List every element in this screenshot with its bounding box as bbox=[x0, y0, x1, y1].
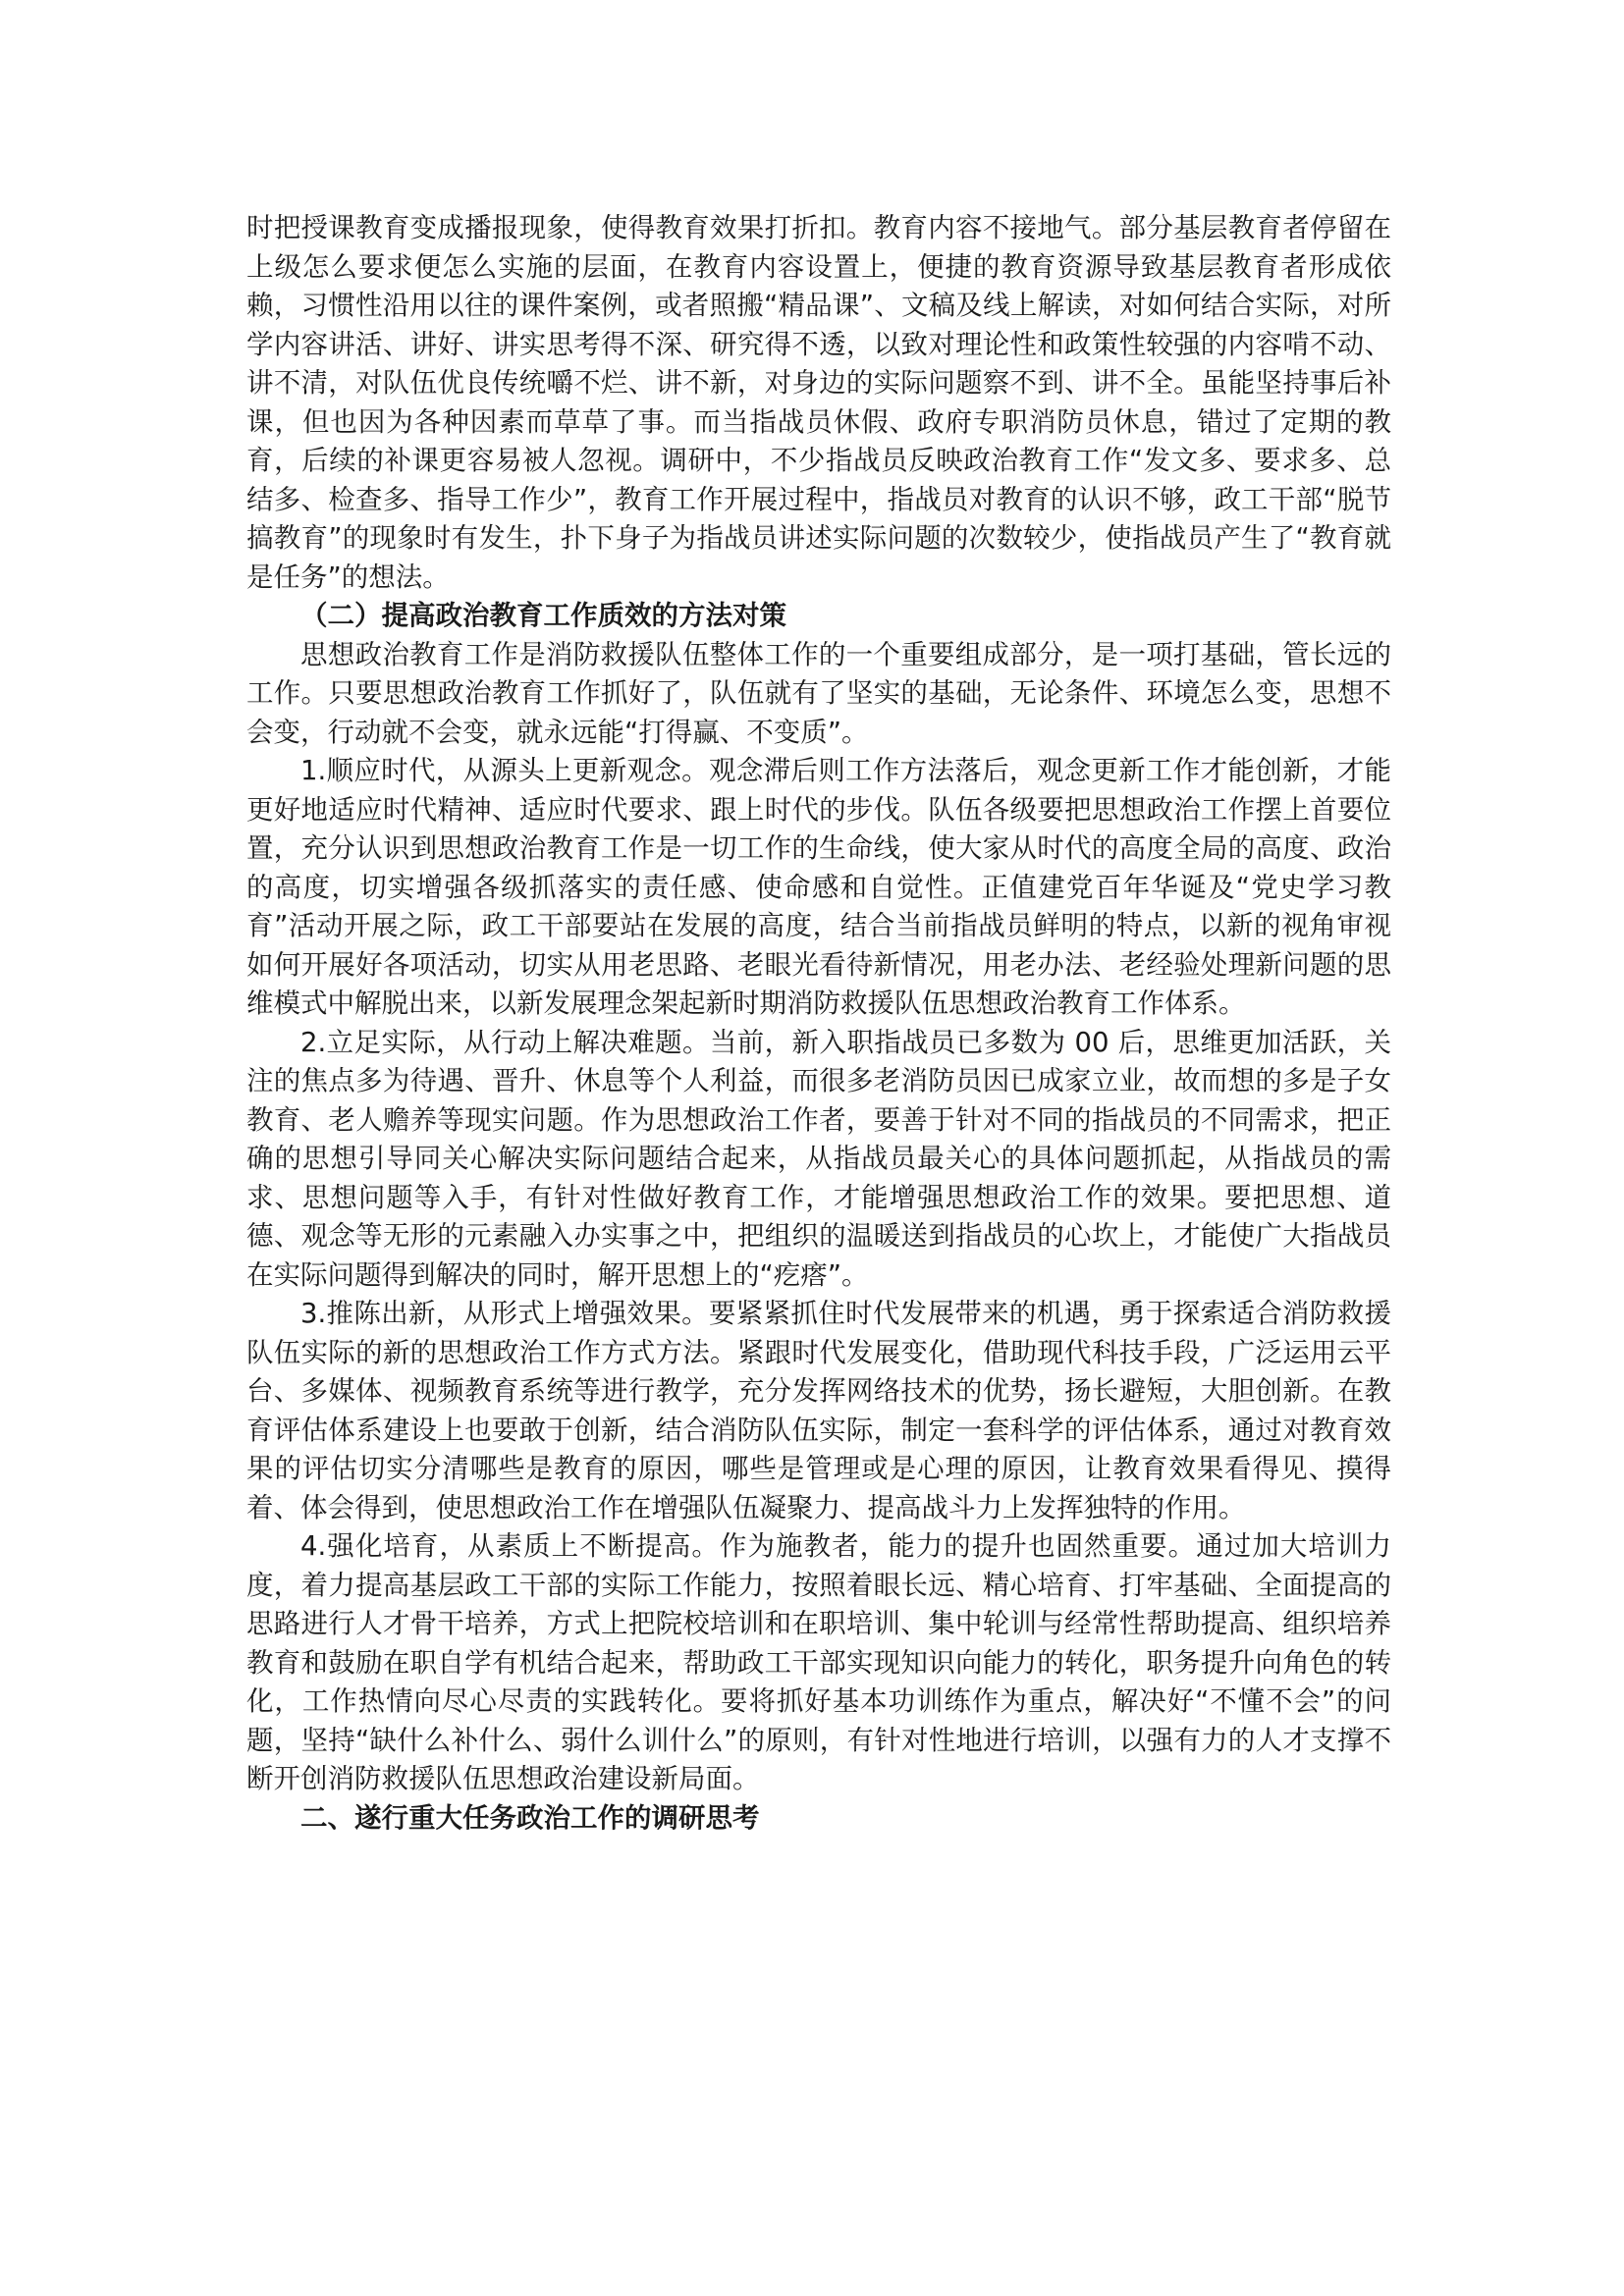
paragraph-intro: 思想政治教育工作是消防救援队伍整体工作的一个重要组成部分，是一项打基础，管长远的工作。只要思想政治教育工作抓好了，队伍就有了坚实的基础，无论条件、环境怎么变，思想不会变，行动就不会变，就永远能“打得赢、不变质”。 bbox=[246, 638, 1391, 748]
document-body bbox=[246, 209, 1391, 1838]
paragraph-point-1: 1.顺应时代，从源头上更新观念。观念滞后则工作方法落后，观念更新工作才能创新，才能更好地适应时代精神、适应时代要求、跟上时代的步伐。队伍各级要把思想政治工作摆上首要位置，充分认识到思想政治教育工作是一切工作的生命线，使大家从时代的高度全局的高度、政治的高度，切实增强各级抓落实的责任感、使命感和自觉性。正值建党百年华诞及“党史学习教育”活动开展之际，政工干部要站在发展的高度，结合当前指战员鲜明的特点，以新的视角审视如何开展好各项活动，切实从用老思路、老眼光看待新情况，用老办法、老经验处理新问题的思维模式中解脱出来，以新发展理念架起新时期消防救援队伍思想政治教育工作体系。 bbox=[246, 755, 1391, 1019]
section-heading-methods: （二）提高政治教育工作质效的方法对策 bbox=[300, 600, 786, 631]
paragraph-continuation: 时把授课教育变成播报现象，使得教育效果打折扣。教育内容不接地气。部分基层教育者停留在上级怎么要求便怎么实施的层面，在教育内容设置上，便捷的教育资源导致基层教育者形成依赖，习惯性沿用以往的课件案例，或者照搬“精品课”、文稿及线上解读，对如何结合实际，对所学内容讲活、讲好、讲实思考得不深、研究得不透，以致对理论性和政策性较强的内容啃不动、讲不清，对队伍优良传统嚼不烂、讲不新，对身边的实际问题察不到、讲不全。虽能坚持事后补课，但也因为各种因素而草草了事。而当指战员休假、政府专职消防员休息，错过了定期的教育，后续的补课更容易被人忽视。调研中，不少指战员反映政治教育工作“发文多、要求多、总结多、检查多、指导工作少”，教育工作开展过程中，指战员对教育的认识不够，政工干部“脱节搞教育”的现象时有发生，扑下身子为指战员讲述实际问题的次数较少，使指战员产生了“教育就是任务”的想法。 bbox=[246, 212, 1391, 593]
paragraph-point-2: 2.立足实际，从行动上解决难题。当前，新入职指战员已多数为 00 后，思维更加活跃，关注的焦点多为待遇、晋升、休息等个人利益，而很多老消防员因已成家立业，故而想的多是子女教育、老人赡养等现实问题。作为思想政治工作者，要善于针对不同的指战员的不同需求，把正确的思想引导同关心解决实际问题结合起来，从指战员最关心的具体问题抓起，从指战员的需求、思想问题等入手，有针对性做好教育工作，才能增强思想政治工作的效果。要把思想、道德、观念等无形的元素融入办实事之中，把组织的温暖送到指战员的心坎上，才能使广大指战员在实际问题得到解决的同时，解开思想上的“疙瘩”。 bbox=[246, 1026, 1391, 1291]
paragraph-point-4: 4.强化培育，从素质上不断提高。作为施教者，能力的提升也固然重要。通过加大培训力度，着力提高基层政工干部的实际工作能力，按照着眼长远、精心培育、打牢基础、全面提高的思路进行人才骨干培养，方式上把院校培训和在职培训、集中轮训与经常性帮助提高、组织培养教育和鼓励在职自学有机结合起来，帮助政工干部实现知识向能力的转化，职务提升向角色的转化，工作热情向尽心尽责的实践转化。要将抓好基本功训练作为重点，解决好“不懂不会”的问题，坚持“缺什么补什么、弱什么训什么”的原则，有针对性地进行培训，以强有力的人才支撑不断开创消防救援队伍思想政治建设新局面。 bbox=[246, 1530, 1391, 1794]
section-heading-major-tasks: 二、遂行重大任务政治工作的调研思考 bbox=[300, 1801, 760, 1834]
paragraph-point-3: 3.推陈出新，从形式上增强效果。要紧紧抓住时代发展带来的机遇，勇于探索适合消防救援队伍实际的新的思想政治工作方式方法。紧跟时代发展变化，借助现代科技手段，广泛运用云平台、多媒体、视频教育系统等进行教学，充分发挥网络技术的优势，扬长避短，大胆创新。在教育评估体系建设上也要敢于创新，结合消防队伍实际，制定一套科学的评估体系，通过对教育效果的评估切实分清哪些是教育的原因，哪些是管理或是心理的原因，让教育效果看得见、摸得着、体会得到，使思想政治工作在增强队伍凝聚力、提高战斗力上发挥独特的作用。 bbox=[246, 1298, 1391, 1523]
